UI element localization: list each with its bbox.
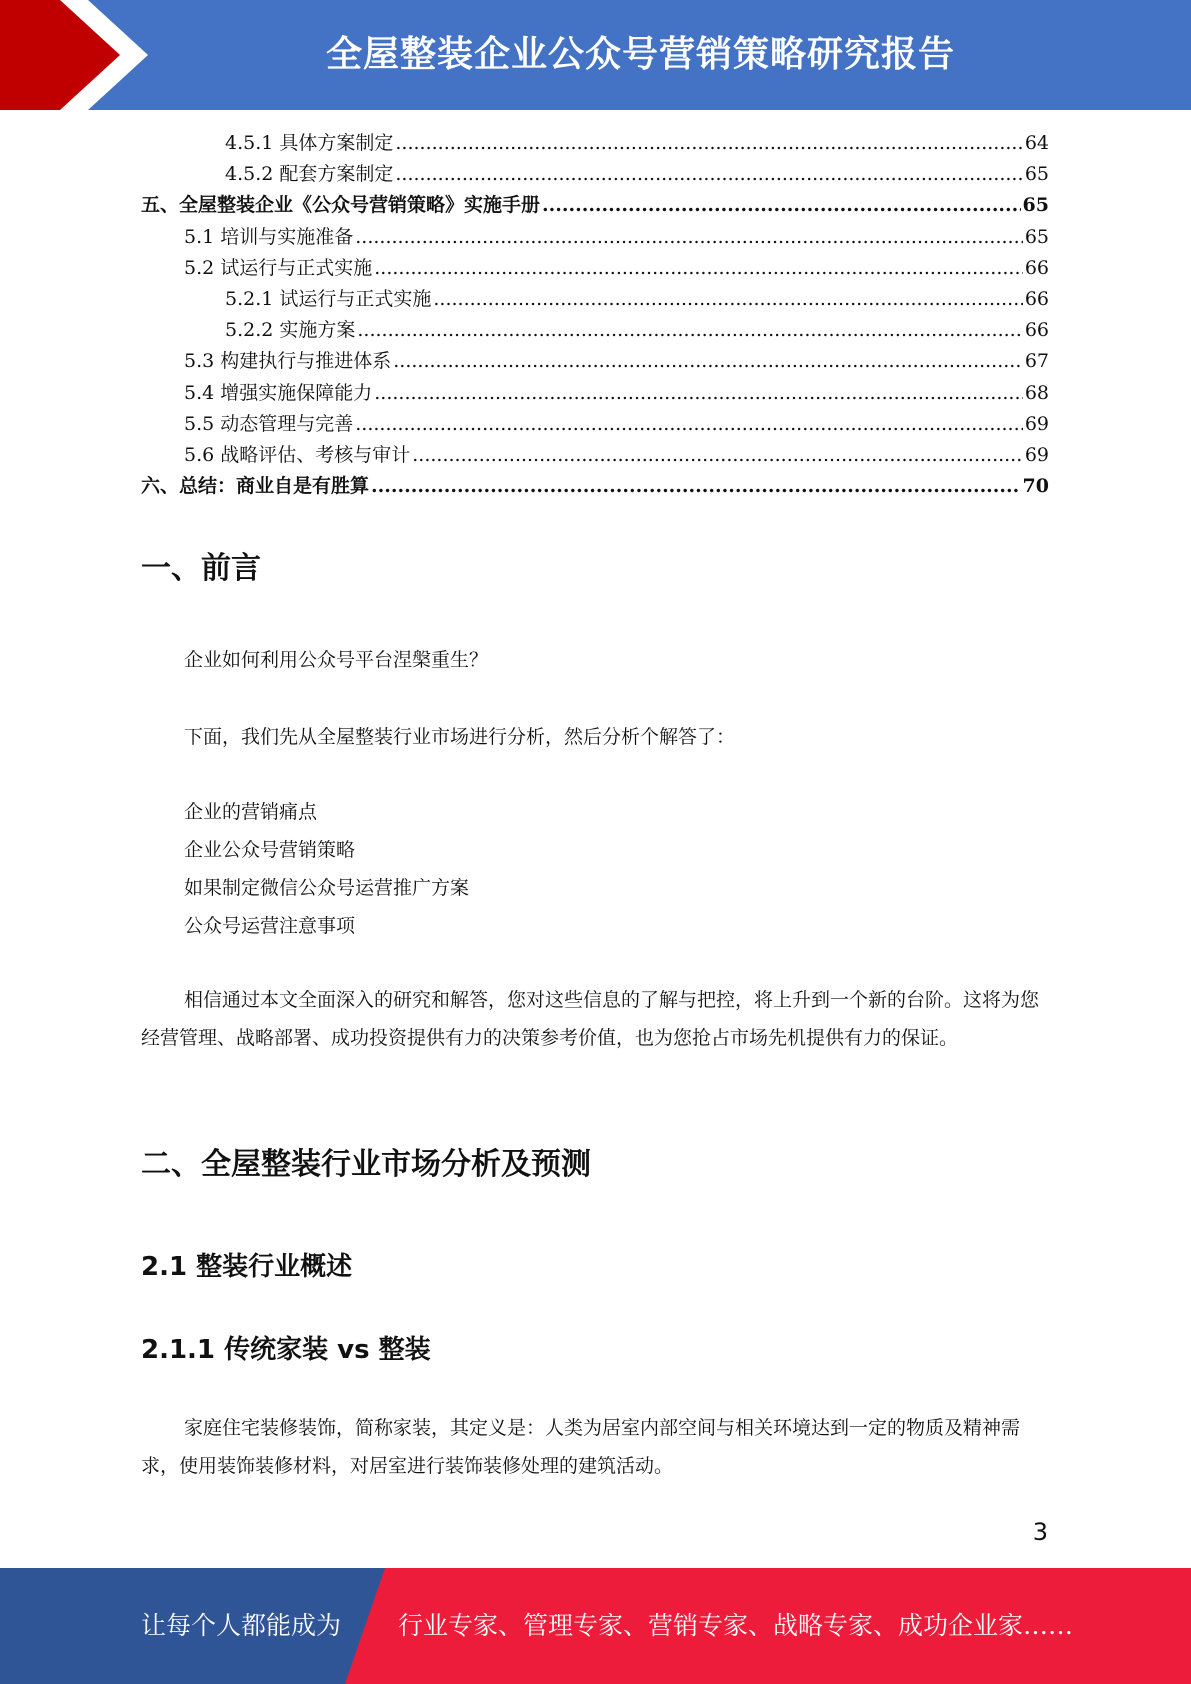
footer-roles: 行业专家、管理专家、营销专家、战略专家、成功企业家…… <box>398 1611 1074 1640</box>
toc-leader <box>355 222 1023 253</box>
toc-entry[interactable] <box>141 440 1049 471</box>
toc-entry-page: 68 <box>1024 381 1049 404</box>
list-item: 企业公众号营销策略 <box>184 839 356 861</box>
toc-leader <box>412 440 1023 471</box>
toc-entry[interactable] <box>141 159 1049 190</box>
toc-entry-page: 66 <box>1024 287 1049 310</box>
preface-conclusion: 相信通过本文全面深入的研究和解答，您对这些信息的了解与把控，将上升到一个新的台阶。这将为您经营管理、战略部署、成功投资提供有力的决策参考价值，也为您抢占市场先机提供有力的保证。 <box>141 989 1040 1049</box>
toc-entry-label: 五、全屋整装企业《公众号营销策略》实施手册 <box>141 194 541 217</box>
toc-entry-label: 5.2 试运行与正式实施 <box>184 256 373 279</box>
list-item: 如果制定微信公众号运营推广方案 <box>184 877 470 899</box>
toc-entry[interactable] <box>141 315 1049 346</box>
body-paragraph: 家庭住宅装修装饰，简称家装，其定义是：人类为居室内部空间与相关环境达到一定的物质及精神需求，使用装饰装修材料，对居室进行装饰装修处理的建筑活动。 <box>141 1417 1021 1477</box>
preface-question: 企业如何利用公众号平台涅槃重生？ <box>184 649 489 671</box>
list-item: 公众号运营注意事项 <box>184 915 356 937</box>
toc-entry-label: 5.4 增强实施保障能力 <box>184 381 373 404</box>
toc-leader <box>374 378 1023 409</box>
toc-entry-label: 六、总结：商业自是有胜算 <box>141 475 370 498</box>
toc-entry-page: 67 <box>1024 350 1049 373</box>
toc-entry[interactable] <box>141 128 1049 159</box>
page-number: 3 <box>1032 1518 1048 1546</box>
toc-entry[interactable] <box>141 190 1049 221</box>
list-item: 企业的营销痛点 <box>184 801 318 823</box>
preface-intro: 下面，我们先从全屋整装行业市场进行分析，然后分析个解答了： <box>184 726 736 748</box>
toc-leader <box>395 159 1022 190</box>
toc-leader <box>393 346 1023 377</box>
toc-leader <box>374 253 1023 284</box>
page-header <box>0 0 1191 110</box>
report-title: 全屋整装企业公众号营销策略研究报告 <box>325 34 955 75</box>
toc-entry[interactable] <box>141 222 1049 253</box>
toc-entry[interactable] <box>141 471 1049 502</box>
toc-entry-label: 5.2.2 实施方案 <box>225 319 356 342</box>
toc-entry-page: 70 <box>1022 475 1049 498</box>
toc-entry-page: 66 <box>1024 256 1049 279</box>
toc-entry[interactable] <box>141 284 1049 315</box>
toc-entry[interactable] <box>141 253 1049 284</box>
footer-slogan: 让每个人都能成为 <box>141 1611 342 1640</box>
section-heading-preface: 一、前言 <box>141 551 261 586</box>
toc-entry-page: 69 <box>1024 412 1049 435</box>
toc-entry-label: 5.1 培训与实施准备 <box>184 225 354 248</box>
toc-entry-page: 66 <box>1024 319 1049 342</box>
toc-leader <box>357 315 1022 346</box>
subsubsection-heading: 2.1.1 传统家装 vs 整装 <box>141 1335 431 1365</box>
header-arrow-decoration <box>0 0 160 110</box>
toc-entry-label: 4.5.2 配套方案制定 <box>225 163 394 186</box>
page-footer <box>0 1568 1191 1684</box>
toc-entry[interactable] <box>141 346 1049 377</box>
toc-entry-label: 5.3 构建执行与推进体系 <box>184 350 392 373</box>
toc-entry-page: 65 <box>1022 194 1049 217</box>
subsection-heading: 2.1 整装行业概述 <box>141 1252 353 1282</box>
toc-entry-label: 5.6 战略评估、考核与审计 <box>184 443 411 466</box>
toc-entry[interactable] <box>141 409 1049 440</box>
toc-leader <box>433 284 1022 315</box>
toc-entry-label: 5.5 动态管理与完善 <box>184 412 354 435</box>
toc-leader <box>395 128 1022 159</box>
toc-leader <box>371 471 1021 502</box>
toc-entry-page: 65 <box>1024 225 1049 248</box>
toc-entry-label: 4.5.1 具体方案制定 <box>225 132 394 154</box>
toc-leader <box>355 409 1023 440</box>
toc-entry-page: 69 <box>1024 443 1049 466</box>
toc-entry-label: 5.2.1 试运行与正式实施 <box>225 287 432 310</box>
table-of-contents <box>141 128 1049 502</box>
toc-entry[interactable] <box>141 378 1049 409</box>
toc-leader <box>542 190 1021 221</box>
toc-entry-page: 65 <box>1024 163 1049 186</box>
toc-entry-page: 64 <box>1024 132 1049 154</box>
section-heading-market-analysis: 二、全屋整装行业市场分析及预测 <box>141 1147 591 1182</box>
